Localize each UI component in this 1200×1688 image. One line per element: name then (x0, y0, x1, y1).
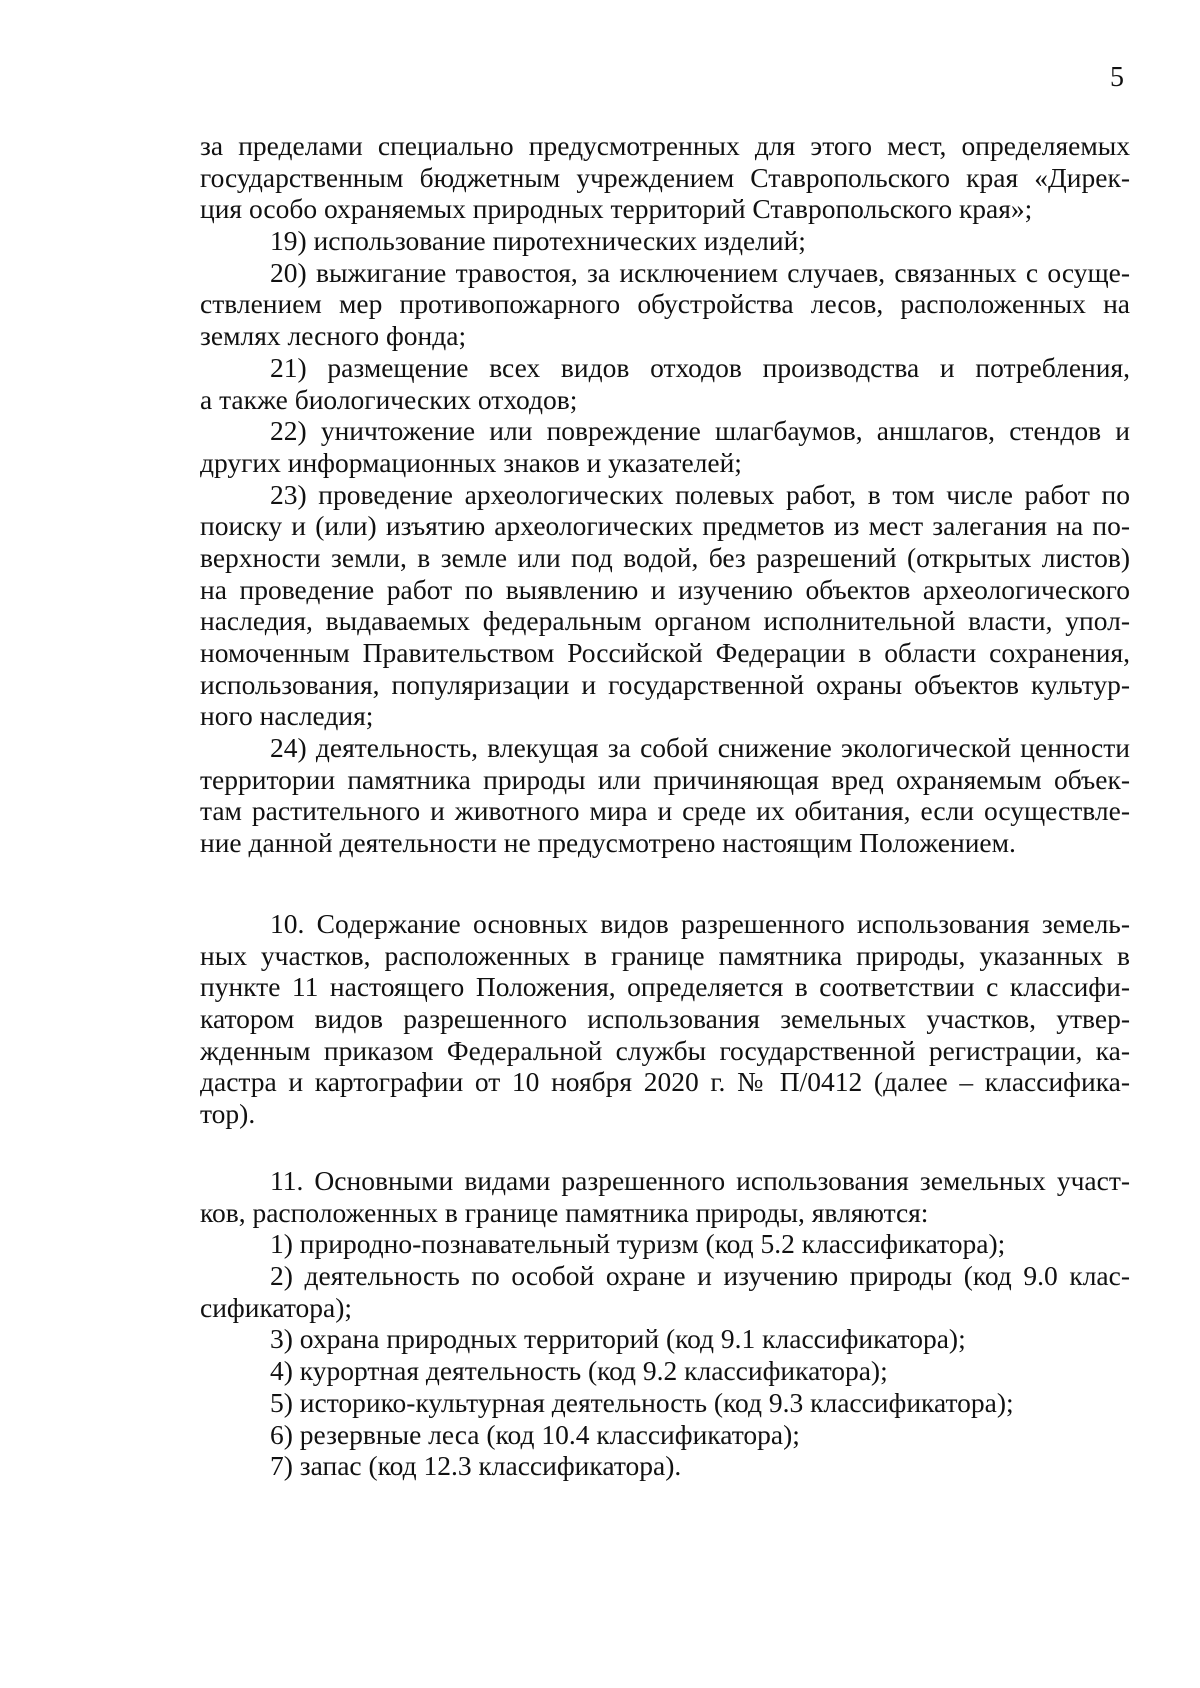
list-item-4: 4) курортная деятельность (код 9.2 классификатора); (270, 1355, 888, 1387)
text-line: ков, расположенных в границе памятника природы, являются: (200, 1196, 929, 1228)
paragraph-11 (200, 1165, 1130, 1482)
list-item-23: 23) проведение археологических полевых работ, в том числе работ по (270, 478, 1130, 510)
text-line: ние данной деятельности не предусмотрено настоящим Положением. (200, 827, 1016, 859)
text-line: жденным приказом Федеральной службы государственной регистрации, ка- (200, 1034, 1130, 1066)
text-line: номоченным Правительством Российской Федерации в области сохранения, (200, 637, 1130, 668)
text-line: других информационных знаков и указателей; (200, 446, 742, 478)
list-item-20: 20) выжигание травостоя, за исключением случаев, связанных с осуще- (270, 256, 1130, 288)
text-line: использования, популяризации и государственной охраны объектов культур- (200, 668, 1130, 700)
text-line: землях лесного фонда; (200, 320, 467, 352)
text-line: сификатора); (200, 1291, 353, 1323)
list-item-6: 6) резервные леса (код 10.4 классификатора); (270, 1418, 800, 1450)
text-line: поиску и (или) изъятию археологических предметов из мест залегания на по- (200, 510, 1130, 542)
list-item-3: 3) охрана природных территорий (код 9.1 классификатора); (270, 1323, 966, 1355)
page-number: 5 (1110, 62, 1124, 93)
text-line: на проведение работ по выявлению и изучению объектов археологического (200, 573, 1130, 605)
list-item-1: 1) природно-познавательный туризм (код 5.2 классификатора); (270, 1228, 1006, 1260)
text-line: наследия, выдаваемых федеральным органом исполнительной власти, упол- (200, 605, 1130, 637)
list-item-7: 7) запас (код 12.3 классификатора). (270, 1450, 682, 1482)
text-line: 11. Основными видами разрешенного использования земельных участ- (270, 1165, 1130, 1196)
text-line: 10. Содержание основных видов разрешенного использования земель- (270, 908, 1130, 939)
text-block-prohibitions (200, 130, 1130, 859)
text-line: государственным бюджетным учреждением Ставропольского края «Дирек- (200, 161, 1130, 193)
list-item-19: 19) использование пиротехнических изделий; (270, 225, 806, 257)
text-line: верхности земли, в земле или под водой, без разрешений (открытых листов) (200, 541, 1130, 573)
text-line: ствлением мер противопожарного обустройства лесов, расположенных на (200, 288, 1130, 320)
text-line: катором видов разрешенного использования земельных участков, утвер- (200, 1003, 1130, 1035)
text-line: ных участков, расположенных в границе памятника природы, указанных в (200, 939, 1130, 971)
list-item-21: 21) размещение всех видов отходов производства и потребления, (270, 351, 1130, 383)
text-line: там растительного и животного мира и среде их обитания, если осуществле- (200, 795, 1130, 827)
paragraph-10 (200, 908, 1130, 1130)
text-line: территории памятника природы или причиняющая вред охраняемым объек- (200, 763, 1130, 795)
list-item-2: 2) деятельность по особой охране и изучению природы (код 9.0 клас- (270, 1260, 1130, 1292)
list-item-22: 22) уничтожение или повреждение шлагбаумов, аншлагов, стендов и (270, 415, 1130, 447)
list-item-24: 24) деятельность, влекущая за собой снижение экологической ценности (270, 732, 1130, 764)
text-line: а также биологических отходов; (200, 383, 578, 415)
text-line: дастра и картографии от 10 ноября 2020 г. № П/0412 (далее – классифика- (200, 1066, 1130, 1098)
text-line: ция особо охраняемых природных территорий Ставропольского края»; (200, 193, 1033, 225)
text-line: тор). (200, 1098, 256, 1130)
text-line: пункте 11 настоящего Положения, определяется в соответствии с классифи- (200, 971, 1130, 1003)
text-line: ного наследия; (200, 700, 374, 732)
text-line: за пределами специально предусмотренных для этого мест, определяемых (200, 130, 1130, 161)
list-item-5: 5) историко-культурная деятельность (код 9.3 классификатора); (270, 1386, 1014, 1418)
